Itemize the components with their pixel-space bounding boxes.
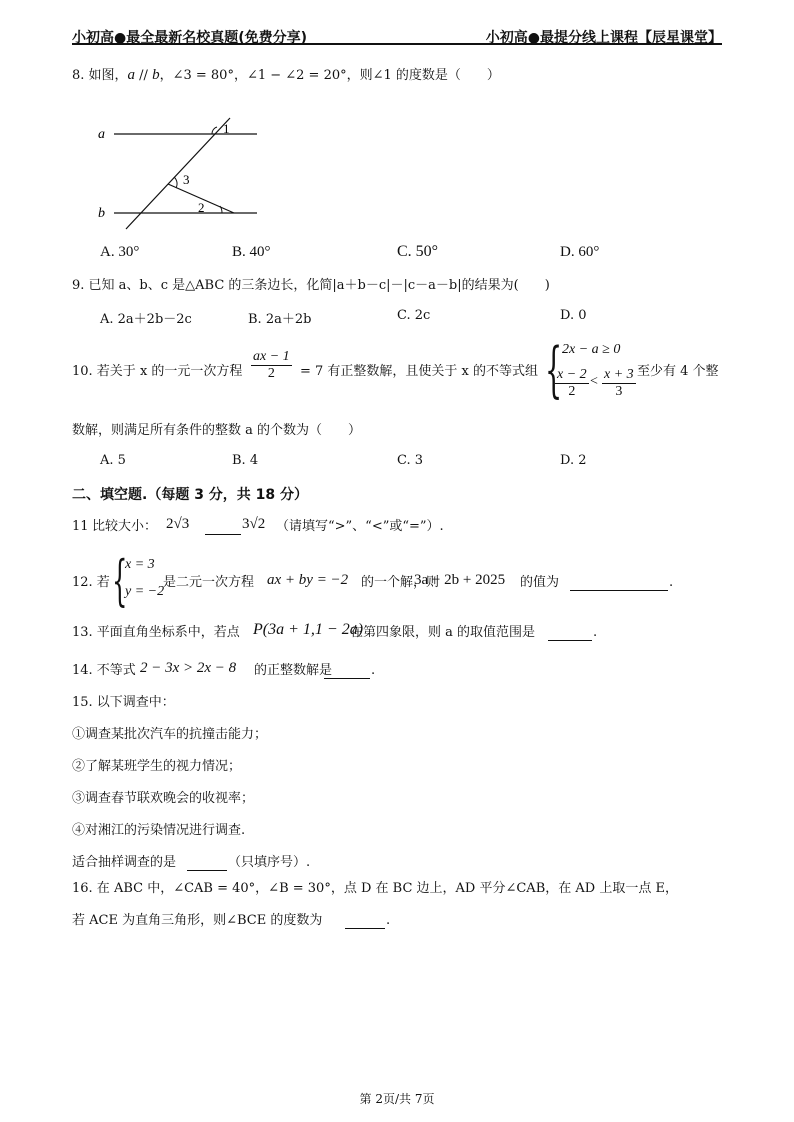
q10-mid: = 7 有正整数解，且使关于 x 的不等式组 — [300, 364, 539, 379]
q8-option-c: C. 50° — [397, 243, 439, 260]
page-footer: 第 2页/共 7页 — [359, 1092, 435, 1106]
q13-text1: 13. 平面直角坐标系中，若点 — [72, 625, 240, 640]
q10-prefix: 10. 若关于 x 的一元一次方程 — [72, 364, 243, 379]
q10-fraction: $\frac{ax - 1}{2}$ — [253, 349, 290, 381]
section2-title: 二、填空题.（每题 3 分，共 18 分） — [72, 487, 309, 503]
q8-option-b: B. 40° — [232, 244, 271, 260]
q15-item-1: ①调查某批次汽车的抗撞击能力； — [72, 727, 268, 742]
q13-text2: 在第四象限，则 a 的取值范围是 — [350, 625, 536, 640]
label-1: 1 — [223, 121, 230, 136]
q15-answer-label: 适合抽样调查的是 — [72, 855, 177, 870]
header-right: 小初高●最提分线上课程【辰星课堂】 — [485, 30, 722, 46]
q11-expr2: 3√2 — [242, 516, 266, 532]
q12-num: 12. 若 — [72, 575, 110, 590]
q9-option-d: D. 0 — [560, 308, 587, 323]
q10-brace: { — [545, 335, 563, 405]
q16-line1: 16. 在 ABC 中，∠CAB = 40°，∠B = 30°，点 D 在 BC 边上，AD 平分∠CAB，在 AD 上取一点 E， — [72, 881, 678, 896]
q13-end: . — [593, 625, 598, 640]
q10-line2: 数解，则满足所有条件的整数 a 的个数为（ ） — [72, 423, 362, 438]
q15-item-2: ②了解某班学生的视力情况； — [72, 759, 242, 774]
q11-text2: （请填写“>”、“<”或“=”）. — [276, 519, 444, 534]
q14-text2: 的正整数解是 — [254, 663, 333, 678]
q11-expr1: 2√3 — [166, 516, 190, 532]
q16-line2: 若 ACE 为直角三角形，则∠BCE 的度数为 — [72, 913, 323, 928]
q10-option-d: D. 2 — [560, 453, 587, 468]
q12-sys2: y = −2 — [125, 584, 165, 599]
q12-brace: { — [112, 549, 128, 612]
q10-option-a: A. 5 — [100, 453, 126, 468]
q9-option-b: B. 2a＋2b — [248, 312, 312, 327]
q10-sys-left-frac: $\frac{x - 2}{2}$ — [557, 367, 587, 399]
q9-option-c: C. 2c — [397, 308, 431, 323]
q11-text1: 比较大小： — [92, 519, 158, 534]
q12-text2: 的一个解，则 — [361, 575, 440, 590]
q15-item-3: ③调查春节联欢晚会的收视率； — [72, 791, 255, 806]
q14-blank[interactable] — [324, 664, 370, 679]
q10-suffix: 至少有 4 个整 — [637, 364, 719, 379]
q15-item-4: ④对湘江的污染情况进行调查. — [72, 823, 246, 838]
q16-blank[interactable] — [345, 914, 385, 929]
q12-text1: 是二元一次方程 — [163, 575, 255, 590]
q10-sys-line1: 2x − a ≥ 0 — [562, 342, 621, 357]
header-divider — [72, 43, 722, 45]
q10-option-c: C. 3 — [397, 453, 424, 468]
q14-text1: 14. 不等式 — [72, 663, 136, 678]
transversal — [126, 118, 230, 229]
q13-point: P(3a + 1,1 − 2a) — [253, 621, 364, 638]
q15-blank[interactable] — [187, 856, 227, 871]
q10-sys-lt: < — [590, 374, 598, 389]
label-b: b — [98, 206, 105, 221]
label-3: 3 — [183, 172, 190, 187]
q11-blank[interactable] — [205, 520, 241, 535]
q12-text3: 的值为 — [520, 575, 560, 590]
q15-answer-end: （只填序号）. — [228, 855, 311, 870]
q9-stem: 9. 已知 a、b、c 是△ABC 的三条边长，化简|a＋b－c|－|c－a－b|的结果为( ) — [72, 278, 550, 293]
q8-option-d: D. 60° — [560, 244, 600, 260]
q16-end: . — [386, 913, 391, 928]
q8-stem: 8. 如图，a // b，∠3 = 80°，∠1 − ∠2 = 20°，则∠1 的度数是（ ） — [72, 67, 500, 83]
q12-end: . — [669, 575, 674, 590]
label-2: 2 — [198, 200, 205, 215]
q14-ineq: 2 − 3x > 2x − 8 — [140, 660, 237, 676]
q15-title: 15. 以下调查中： — [72, 695, 175, 710]
q8-option-a: A. 30° — [100, 244, 140, 260]
q9-option-a: A. 2a＋2b－2c — [100, 312, 192, 327]
q14-end: . — [371, 663, 376, 678]
q13-blank[interactable] — [548, 626, 592, 641]
q12-sys1: x = 3 — [125, 557, 155, 572]
q8-figure — [92, 115, 272, 230]
q12-blank[interactable] — [570, 576, 668, 591]
header-left: 小初高●最全最新名校真题(免费分享) — [72, 30, 308, 46]
q10-sys-right-frac: $\frac{x + 3}{3}$ — [604, 367, 634, 399]
q12-eq: ax + by = −2 — [267, 572, 349, 588]
q10-option-b: B. 4 — [232, 453, 259, 468]
q12-expr: 3a − 2b + 2025 — [414, 572, 506, 588]
label-a: a — [98, 127, 105, 142]
q11-num: 11 — [72, 519, 89, 534]
